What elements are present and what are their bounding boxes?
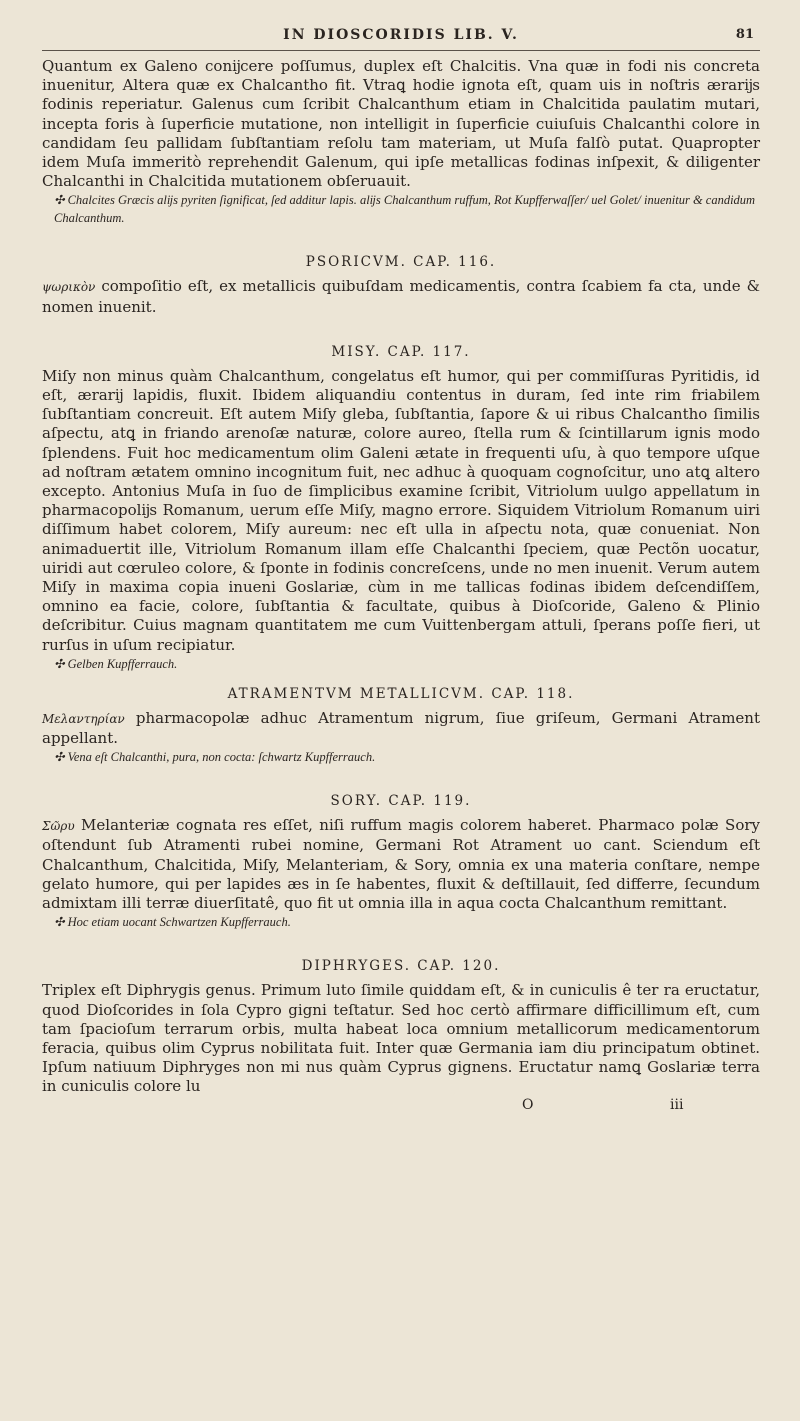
chapter-heading-text: ATRAMENTVM METALLICVM. CAP. 118.: [227, 685, 575, 702]
text-body: [42, 57, 760, 1097]
body-paragraph: [42, 277, 760, 316]
chapter-heading-text: SORY. CAP. 119.: [330, 793, 472, 810]
body-paragraph: [42, 367, 760, 655]
paragraph-text: Quantum ex Galeno conĳcere poſſumus, duplex eſt Chalcitis. Vna quæ in fodi nis concreta inuenitur, Altera quæ ex Chalcantho fit. Vtraꝗ hodie ignota eſt, quam uis in noſtris ærarĳs fodinis reperiatur. Galenus cum ſcribit Chalcanthum etiam in Chalcitida paulatim mutari, incepta foris à ſuperficie mutatione, non intelligit in ſuperficie cuiuſuis Chalcanthi colore in candidam ſeu pallidam ſubſtantiam reſolu tam materiam, ut Muſa falſò putat. Quapropter idem Muſa immeritò reprehendit Galenum, qui ipſe metallicas fodinas inſpexit, & diligenter Chalcanthi in Chalcitida mutationem obſeruauit.: [42, 57, 760, 191]
paragraph-text: Miſy non minus quàm Chalcanthum, congelatus eſt humor, qui per commiſſuras Pyritidis, id eſt, ærarĳ lapidis, fluxit. Ibidem aliquandiu contentus in duram, ſed inte rim friabilem ſubſtantiam concreuit. Eſt autem Miſy gleba, ſubſtantia, ſapore & ui ribus Chalcantho ſimilis aſpectu, atꝗ in friando arenoſæ naturæ, colore aureo, ſtella rum & ſcintillarum ignis modo ſplendens. Fuit hoc medicamentum olim Galeni ætate in frequenti uſu, à quo tempore uſque ad noſtram ætatem omnino incognitum fuit, nec adhuc à quoquam cognoſcitur, uno atꝗ altero excepto. Antonius Muſa in ſuo de ſimplicibus examine ſcribit, Vitriolum uulgo appellatum in pharmacopolĳs Romanum, uerum eſſe Miſy, magno errore. Siquidem Vitriolum Romanum uiri diſſimum habet colorem, Miſy aureum: nec eſt ulla in aſpectu nota, quæ conueniat. Non animaduertit ille, Vitriolum Romanum illam eſſe Chalcanthi ſpeciem, quæ Pectõn uocatur, uiridi aut cœruleo colore, & ſponte in fodinis concreſcens, unde no men inuenit. Verum autem Miſy in maxima copia inueni Goslariæ, cùm in me tallicas fodinas ibidem deſcendiſſem, omnino ea facie, colore, ſubſtantia & facultate, quibus à Dioſcoride, Galeno & Plinio deſcribitur. Cuius magnam quantitatem me cum Vuittenbergam attuli, ſperans poſſe fieri, ut rurſus in uſum recipiatur.: [42, 366, 760, 654]
chapter-heading: [42, 957, 760, 975]
body-paragraph: [42, 57, 760, 191]
marginal-note: ✣ Gelben Kupfferrauch.: [54, 656, 178, 671]
chapter-heading: [42, 253, 760, 271]
signature-number: iii: [670, 1096, 684, 1113]
paragraph-text: compoſitio eſt, ex metallicis quibuſdam medicamentis, contra ſcabiem fa cta, unde & nomen inuenit.: [42, 277, 760, 316]
marginal-note: ✣ Chalcites Græcis alĳs pyriten ſignificat, ſed additur lapis. alĳs Chalcanthum ruffum, Rot Kupfferwaſſer/ uel Golet/ inuenitur & candidum Chalcanthum.: [54, 193, 756, 226]
greek-lead-word: Μελαντηρίαν: [42, 711, 125, 726]
chapter-heading: [42, 343, 760, 361]
chapter-heading-text: DIPHRYGES. CAP. 120.: [301, 958, 501, 975]
chapter-heading-text: PSORICVM. CAP. 116.: [305, 254, 497, 271]
chapter-heading: [42, 792, 760, 810]
marginal-note: ✣ Hoc etiam uocant Schwartzen Kupfferrauch.: [54, 915, 291, 930]
chapter-heading-text: MISY. CAP. 117.: [331, 343, 471, 360]
folio-number: 81: [735, 27, 754, 42]
paragraph-text: pharmacopolæ adhuc Atramentum nigrum, ſiue griſeum, Germani Atrament appellant.: [42, 708, 760, 748]
body-paragraph: [42, 709, 760, 748]
body-paragraph: [42, 981, 760, 1096]
paragraph-text: Triplex eſt Diphrygis genus. Primum luto ſimile quiddam eſt, & in cuniculis ê ter ra eructatur, quod Dioſcorides in ſola Cypro gigni teſtatur. Sed hoc certò affirmare difficillimum eſt, cum tam ſpacioſum terrarum orbis, multa habeat loca omnium metallicorum medicamentorum feracia, quibus olim Cyprus nobilitata fuit. Inter quæ Germania iam diu principatum obtinet. Ipſum natiuum Diphryges non mi nus quàm Cyprus gignens. Eructatur namꝗ Goslariæ terra in cuniculis colore lu: [42, 981, 760, 1096]
signature-mark: O: [522, 1096, 534, 1113]
running-header: [42, 20, 760, 51]
marginal-note: ✣ Vena eſt Chalcanthi, pura, non cocta: ſchwartz Kupfferrauch.: [54, 750, 376, 765]
body-paragraph: [42, 816, 760, 913]
page-footer: [42, 1097, 760, 1119]
greek-lead-word: Σῶρυ: [42, 819, 75, 834]
paragraph-text: Melanteriæ cognata res eſſet, niſi ruffum magis colorem haberet. Pharmaco polæ Sory oſtendunt ſub Atramenti rubei nomine, Germani Rot Atrament uo cant. Sciendum eſt Chalcanthum, Chalcitida, Miſy, Melanteriam, & Sory, omnia ex una materia conſtare, nempe gelato humore, qui per lapides æs in ſe habentes, fluxit & deſtillauit, ſed differre, ſecundum admixtam illi terræ diuerſitatê, quo fit ut omnia illa in aqua cocta Chalcanthum remittant.: [42, 816, 760, 913]
greek-lead-word: ψωρικὸν: [42, 280, 96, 295]
chapter-heading: [42, 685, 760, 703]
running-head: IN DIOSCORIDIS LIB. V.: [283, 27, 519, 43]
